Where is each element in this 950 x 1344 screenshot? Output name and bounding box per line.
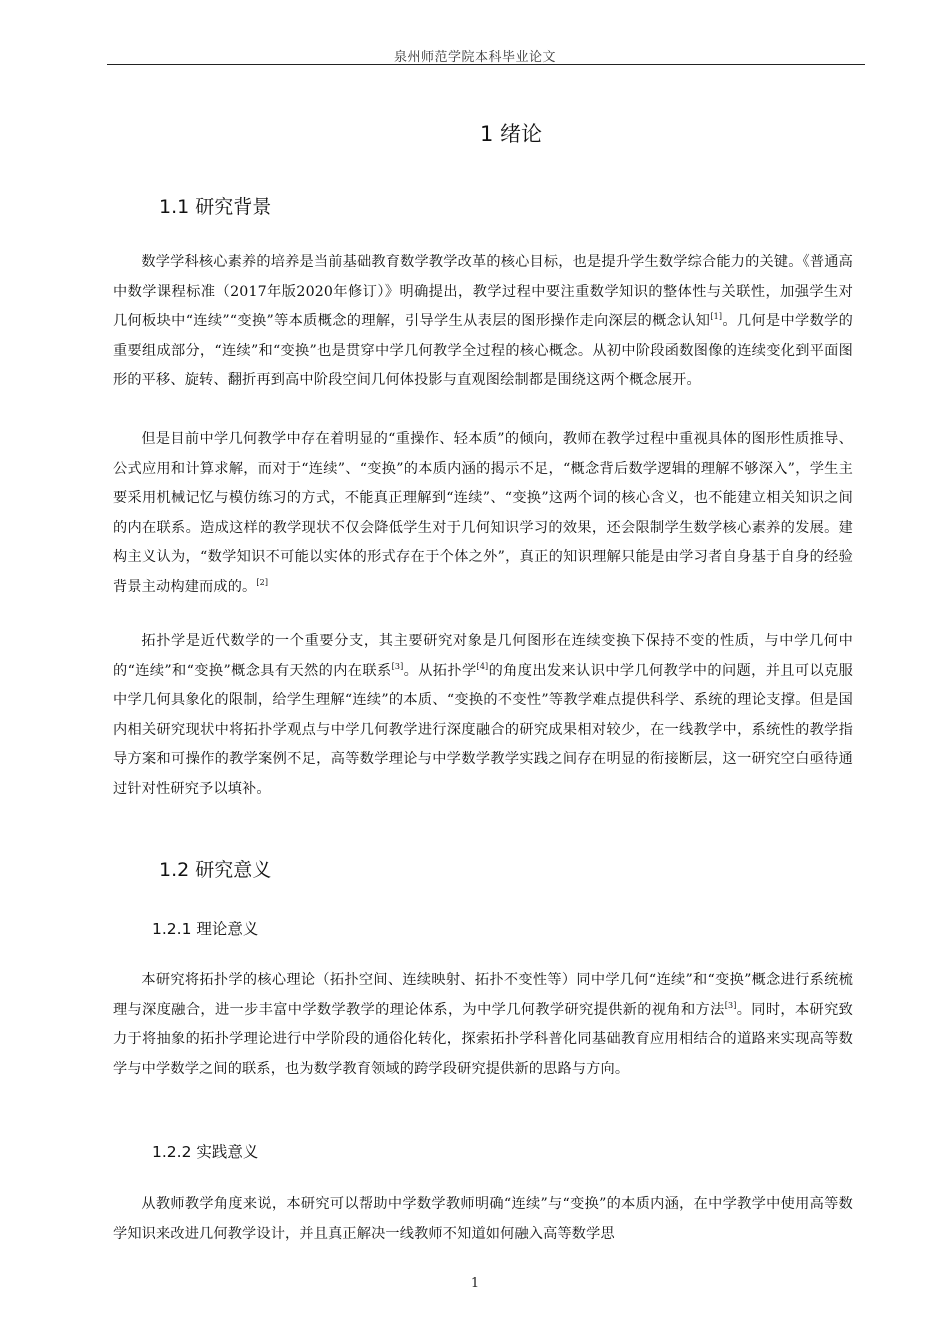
paragraph-text: 从教师教学角度来说，本研究可以帮助中学数学教师明确“连续”与“变换”的本质内涵，在中学教学中使用高等数学知识来改进几何教学设计，并且真正解决一线教师不知道如何融入高等数学思 bbox=[113, 1196, 853, 1242]
paragraph-text: 。从拓扑学 bbox=[403, 662, 477, 679]
paragraph-text: 。几何是中学数学的重要组成部分，“连续”和“变换”也是贯穿中学几何教学全过程的核心概念。从初中阶段函数图像的连续变化到平面图形的平移、旋转、翻折再到高中阶段空间几何体投影与直观图绘制都是围绕这两个概念展开。 bbox=[113, 313, 853, 388]
paragraph-text: 拓扑学是近代数学的一个重要分支，其主要研究对象是几何图形在连续变换下保持不变的性质，与中学几何中的“连续”和“变换”概念具有天然的内在联系 bbox=[113, 633, 853, 679]
paragraph-text: 本研究将拓扑学的核心理论（拓扑空间、连续映射、拓扑不变性等）同中学几何“连续”和“变换”概念进行系统梳理与深度融合，进一步丰富中学数学教学的理论体系，为中学几何教学研究提供新的视角和方法 bbox=[113, 972, 853, 1018]
section-heading-1-1: 1.1 研究背景 bbox=[159, 196, 272, 218]
paragraph-text: 数学学科核心素养的培养是当前基础教育数学教学改革的核心目标，也是提升学生数学综合能力的关键。《普通高中数学课程标准（2017年版2020年修订）》明确提出，教学过程中要注重数学知识的整体性与关联性，加强学生对几何板块中“连续”“变换”等本质概念的理解，引导学生从表层的图形操作走向深层的概念认知 bbox=[113, 254, 853, 329]
subsection-heading-1-2-1: 1.2.1 理论意义 bbox=[152, 920, 259, 938]
chapter-title: 1 绪论 bbox=[479, 122, 543, 146]
paragraph-theory bbox=[113, 966, 853, 1084]
citation-ref: [2] bbox=[256, 577, 269, 587]
running-header-title: 泉州师范学院本科毕业论文 bbox=[393, 50, 556, 65]
header-divider bbox=[107, 64, 865, 65]
citation-ref: [1] bbox=[710, 312, 723, 321]
paragraph-background-1 bbox=[113, 248, 853, 396]
paragraph-background-2 bbox=[113, 425, 853, 602]
paragraph-background-3 bbox=[113, 627, 853, 804]
citation-ref: [3] bbox=[724, 1000, 737, 1010]
section-heading-1-2: 1.2 研究意义 bbox=[159, 859, 272, 881]
paragraph-text: 的角度出发来认识中学几何教学中的问题，并且可以克服中学几何具象化的限制，给学生理解“连续”的本质、“变换的不变性”等教学难点提供科学、系统的理论支撑。但是国内相关研究现状中将拓扑学观点与中学几何教学进行深度融合的研究成果相对较少，在一线教学中，系统性的教学指导方案和可操作的教学案例不足，高等数学理论与中学数学教学实践之间存在明显的衔接断层，这一研究空白亟待通过针对性研究予以填补。 bbox=[113, 662, 853, 797]
citation-ref: [4] bbox=[476, 661, 489, 671]
subsection-heading-1-2-2: 1.2.2 实践意义 bbox=[152, 1143, 259, 1161]
paragraph-practice bbox=[113, 1190, 853, 1249]
citation-ref: [3] bbox=[391, 661, 404, 671]
paragraph-text: 但是目前中学几何教学中存在着明显的“重操作、轻本质”的倾向，教师在教学过程中重视具体的图形性质推导、公式应用和计算求解，而对于“连续”、“变换”的本质内涵的揭示不足，“概念背后数学逻辑的理解不够深入”，学生主要采用机械记忆与模仿练习的方式，不能真正理解到“连续”、“变换”这两个词的核心含义，也不能建立相关知识之间的内在联系。造成这样的教学现状不仅会降低学生对于几何知识学习的效果，还会限制学生数学核心素养的发展。建构主义认为，“数学知识不可能以实体的形式存在于个体之外”，真正的知识理解只能是由学习者自身基于自身的经验背景主动构建而成的。 bbox=[113, 431, 853, 595]
paragraph-text: 。同时，本研究致力于将抽象的拓扑学理论进行中学阶段的通俗化转化，探索拓扑学科普化同基础教育应用相结合的道路来实现高等数学与中学数学之间的联系，也为数学教育领域的跨学段研究提供新的思路与方向。 bbox=[113, 1001, 853, 1077]
page-number: 1 bbox=[470, 1276, 480, 1291]
